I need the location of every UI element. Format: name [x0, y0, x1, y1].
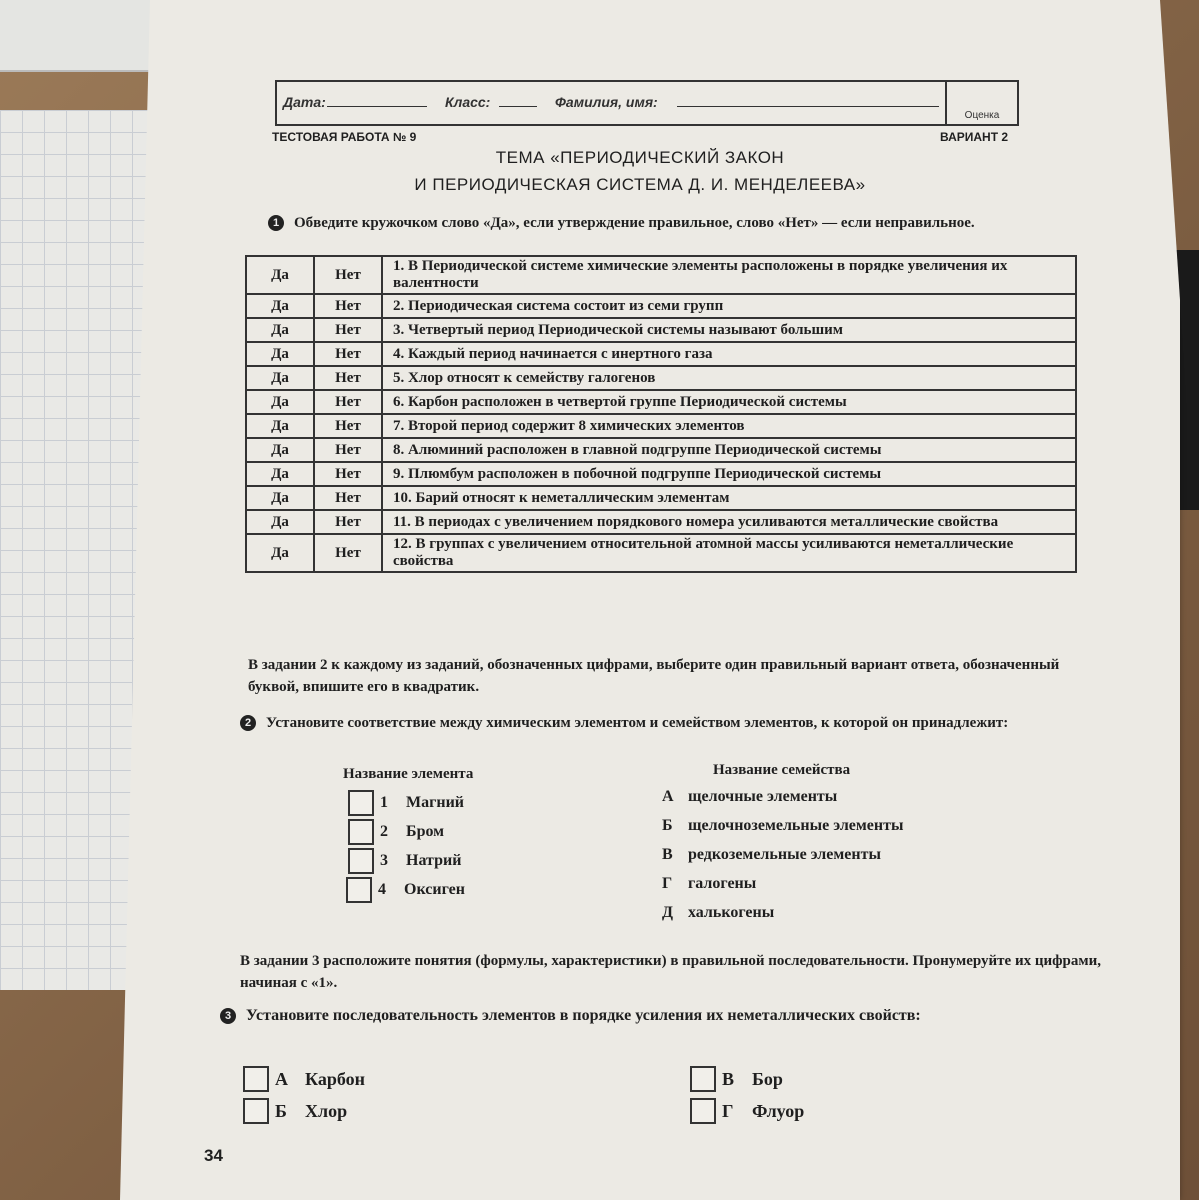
family-name: щелочноземельные элементы	[688, 817, 904, 834]
family-name: редкоземельные элементы	[688, 846, 881, 863]
statement-row	[246, 438, 1076, 462]
answer-box[interactable]	[243, 1098, 269, 1124]
instruction-3: В задании 3 расположите понятия (формулы, характеристики) в правильной последовательности. Пронумеруйте их цифрами, начиная с «1».	[240, 953, 1101, 991]
element-row	[346, 877, 465, 903]
yes-option[interactable]: Да	[246, 390, 314, 414]
option-letter: А	[275, 1068, 288, 1089]
variant-label: ВАРИАНТ 2	[940, 130, 1009, 144]
family-option	[662, 846, 881, 864]
answer-box[interactable]	[346, 877, 372, 903]
statement-row	[246, 366, 1076, 390]
test-number: ТЕСТОВАЯ РАБОТА № 9	[272, 130, 417, 144]
statement-text: 1. В Периодической системе химические элементы расположены в порядке увеличения их валентности	[382, 256, 1076, 294]
page-title-line2: И ПЕРИОДИЧЕСКАЯ СИСТЕМА Д. И. МЕНДЕЛЕЕВА»	[414, 175, 866, 194]
answer-box[interactable]	[690, 1066, 716, 1092]
statement-text: 11. В периодах с увеличением порядкового номера усиливаются металлические свойства	[382, 510, 1076, 534]
family-name: щелочные элементы	[688, 788, 838, 805]
statement-row	[246, 534, 1076, 572]
name-label: Фамилия, имя:	[555, 94, 658, 110]
yes-option[interactable]: Да	[246, 462, 314, 486]
statement-text: 3. Четвертый период Периодической системы называют большим	[382, 318, 1076, 342]
sequence-option	[690, 1066, 783, 1092]
sequence-option	[690, 1098, 804, 1124]
statement-text: 6. Карбон расположен в четвертой группе Периодической системы	[382, 390, 1076, 414]
statement-text: 5. Хлор относят к семейству галогенов	[382, 366, 1076, 390]
class-label: Класс:	[445, 94, 491, 110]
answer-box[interactable]	[348, 790, 374, 816]
family-letter: А	[662, 788, 674, 805]
statement-text: 9. Плюмбум расположен в побочной подгруппе Периодической системы	[382, 462, 1076, 486]
element-row	[348, 819, 444, 845]
element-name: Натрий	[406, 852, 462, 869]
statement-text: 2. Периодическая система состоит из семи групп	[382, 294, 1076, 318]
no-option[interactable]: Нет	[314, 366, 382, 390]
statement-row	[246, 390, 1076, 414]
page-number: 34	[204, 1146, 223, 1165]
option-letter: Б	[275, 1100, 287, 1121]
instruction-2: В задании 2 к каждому из заданий, обозначенных цифрами, выберите один правильный вариант ответа, обозначенный буквой, впишите его в квадратик.	[248, 657, 1060, 695]
element-row	[348, 790, 464, 816]
yes-option[interactable]: Да	[246, 318, 314, 342]
element-column-header: Название элемента	[343, 766, 474, 782]
question-number-badge: 3	[220, 1008, 236, 1024]
question-2	[240, 712, 1090, 734]
family-option	[662, 875, 756, 893]
family-letter: Д	[662, 904, 674, 921]
no-option[interactable]: Нет	[314, 438, 382, 462]
option-name: Флуор	[752, 1100, 805, 1121]
option-name: Бор	[752, 1068, 783, 1089]
no-option[interactable]: Нет	[314, 256, 382, 294]
question-1	[268, 214, 1038, 232]
yes-option[interactable]: Да	[246, 486, 314, 510]
element-number: 4	[378, 881, 386, 898]
no-option[interactable]: Нет	[314, 342, 382, 366]
date-label: Дата:	[283, 94, 326, 110]
no-option[interactable]: Нет	[314, 534, 382, 572]
family-name: галогены	[688, 875, 757, 892]
date-line	[327, 106, 427, 107]
question-3-text: Установите последовательность элементов в порядке усиления их неметаллических свойств:	[246, 1007, 921, 1024]
family-name: халькогены	[688, 904, 775, 921]
yes-option[interactable]: Да	[246, 294, 314, 318]
no-option[interactable]: Нет	[314, 486, 382, 510]
question-3	[220, 1004, 1120, 1028]
no-option[interactable]: Нет	[314, 390, 382, 414]
question-2-text: Установите соответствие между химическим элементом и семейством элементов, к которой он принадлежит:	[266, 715, 1009, 731]
statement-row	[246, 462, 1076, 486]
statement-row	[246, 342, 1076, 366]
option-letter: Г	[722, 1100, 734, 1121]
yes-option[interactable]: Да	[246, 414, 314, 438]
family-option	[662, 817, 903, 835]
yes-option[interactable]: Да	[246, 438, 314, 462]
question-1-text: Обведите кружочком слово «Да», если утверждение правильное, слово «Нет» — если неправильное.	[294, 215, 975, 231]
element-number: 1	[380, 794, 388, 811]
no-option[interactable]: Нет	[314, 294, 382, 318]
element-name: Бром	[406, 823, 445, 840]
family-letter: Б	[662, 817, 673, 834]
family-option	[662, 788, 837, 806]
statement-row	[246, 486, 1076, 510]
statement-text: 7. Второй период содержит 8 химических элементов	[382, 414, 1076, 438]
element-number: 2	[380, 823, 388, 840]
no-option[interactable]: Нет	[314, 462, 382, 486]
student-info-header	[275, 80, 1019, 126]
answer-box[interactable]	[243, 1066, 269, 1092]
grade-label: Оценка	[964, 110, 1000, 121]
no-option[interactable]: Нет	[314, 510, 382, 534]
grade-box	[945, 82, 1017, 124]
option-letter: В	[722, 1068, 735, 1089]
yes-option[interactable]: Да	[246, 510, 314, 534]
yes-option[interactable]: Да	[246, 534, 314, 572]
answer-box[interactable]	[690, 1098, 716, 1124]
option-name: Хлор	[305, 1100, 348, 1121]
question-number-badge: 1	[268, 215, 284, 231]
family-column-header: Название семейства	[713, 762, 851, 778]
sequence-option	[243, 1066, 365, 1092]
family-letter: В	[662, 846, 673, 863]
element-name: Оксиген	[404, 881, 465, 898]
yes-option[interactable]: Да	[246, 366, 314, 390]
statement-row	[246, 294, 1076, 318]
statement-text: 8. Алюминий расположен в главной подгруппе Периодической системы	[382, 438, 1076, 462]
element-name: Магний	[406, 794, 465, 811]
element-number: 3	[380, 852, 388, 869]
page-title-line1: ТЕМА «ПЕРИОДИЧЕСКИЙ ЗАКОН	[495, 148, 785, 167]
statement-row	[246, 256, 1076, 294]
true-false-table	[245, 255, 1077, 573]
element-row	[348, 848, 461, 874]
class-line	[499, 106, 537, 107]
no-option[interactable]: Нет	[314, 414, 382, 438]
family-option	[662, 904, 774, 922]
statement-row	[246, 318, 1076, 342]
question-number-badge: 2	[240, 715, 256, 731]
statement-text: 10. Барий относят к неметаллическим элементам	[382, 486, 1076, 510]
statement-row	[246, 510, 1076, 534]
sequence-option	[243, 1098, 347, 1124]
answer-box[interactable]	[348, 819, 374, 845]
option-name: Карбон	[305, 1068, 365, 1089]
statement-text: 12. В группах с увеличением относительной атомной массы усиливаются неметаллические свойства	[382, 534, 1076, 572]
yes-option[interactable]: Да	[246, 342, 314, 366]
answer-box[interactable]	[348, 848, 374, 874]
no-option[interactable]: Нет	[314, 318, 382, 342]
statement-row	[246, 414, 1076, 438]
name-line	[677, 106, 939, 107]
family-letter: Г	[662, 875, 673, 892]
statement-text: 4. Каждый период начинается с инертного газа	[382, 342, 1076, 366]
yes-option[interactable]: Да	[246, 256, 314, 294]
